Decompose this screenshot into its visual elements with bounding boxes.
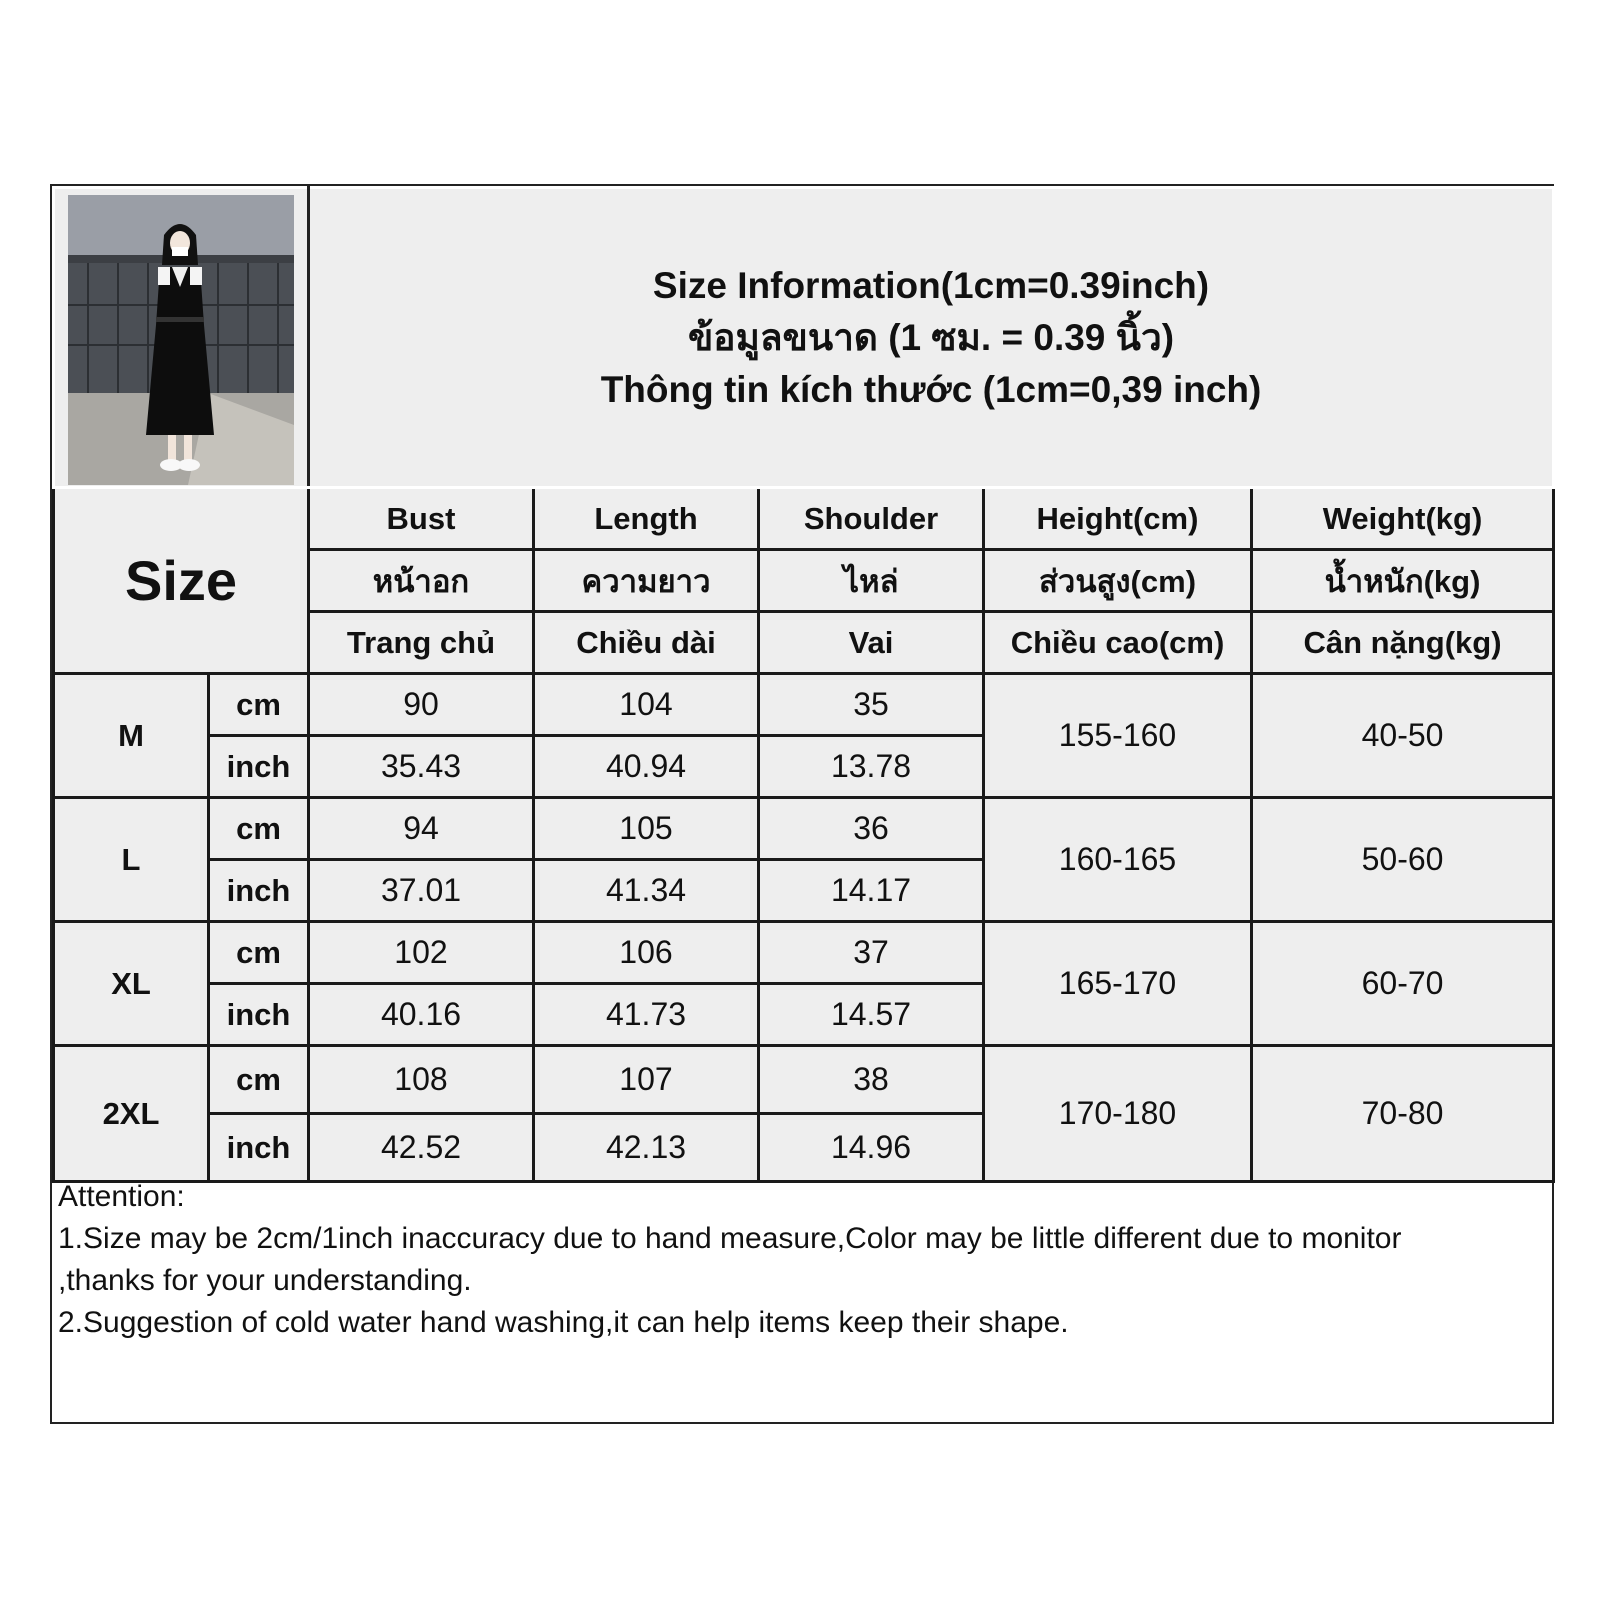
m-bust-cm: 90 [309, 674, 534, 736]
2xl-bust-cm: 108 [309, 1046, 534, 1114]
size-l: L [54, 798, 209, 922]
col-length-vi: Chiều dài [534, 612, 759, 674]
col-bust-en: Bust [309, 488, 534, 550]
l-length-cm: 105 [534, 798, 759, 860]
attention-heading: Attention: [58, 1180, 185, 1213]
size-table [52, 186, 1555, 1183]
unit-inch: inch [209, 860, 309, 922]
m-weight: 40-50 [1252, 674, 1554, 798]
2xl-bust-inch: 42.52 [309, 1114, 534, 1182]
unit-inch: inch [209, 984, 309, 1046]
m-length-inch: 40.94 [534, 736, 759, 798]
m-length-cm: 104 [534, 674, 759, 736]
col-weight-th: น้ำหนัก(kg) [1252, 550, 1554, 612]
col-bust-th: หน้าอก [309, 550, 534, 612]
unit-cm: cm [209, 798, 309, 860]
col-height-th: ส่วนสูง(cm) [984, 550, 1252, 612]
attention-notes [58, 1176, 1538, 1344]
size-2xl: 2XL [54, 1046, 209, 1182]
l-bust-inch: 37.01 [309, 860, 534, 922]
unit-inch: inch [209, 736, 309, 798]
attention-line-2: 2.Suggestion of cold water hand washing,it can help items keep their shape. [58, 1306, 1069, 1339]
size-chart-sheet [50, 184, 1554, 1424]
2xl-length-cm: 107 [534, 1046, 759, 1114]
col-height-vi: Chiều cao(cm) [984, 612, 1252, 674]
title-thai: ข้อมูลขนาด (1 ซม. = 0.39 นิ้ว) [687, 316, 1175, 358]
l-bust-cm: 94 [309, 798, 534, 860]
size-m: M [54, 674, 209, 798]
unit-cm: cm [209, 674, 309, 736]
col-weight-en: Weight(kg) [1252, 488, 1554, 550]
xl-bust-cm: 102 [309, 922, 534, 984]
col-height-en: Height(cm) [984, 488, 1252, 550]
size-xl: XL [54, 922, 209, 1046]
col-shoulder-th: ไหล่ [759, 550, 984, 612]
xl-length-cm: 106 [534, 922, 759, 984]
col-shoulder-en: Shoulder [759, 488, 984, 550]
m-height: 155-160 [984, 674, 1252, 798]
size-info-title-cell [309, 188, 1554, 488]
l-shoulder-cm: 36 [759, 798, 984, 860]
m-shoulder-cm: 35 [759, 674, 984, 736]
col-length-en: Length [534, 488, 759, 550]
2xl-shoulder-inch: 14.96 [759, 1114, 984, 1182]
xl-weight: 60-70 [1252, 922, 1554, 1046]
xl-shoulder-inch: 14.57 [759, 984, 984, 1046]
unit-cm: cm [209, 1046, 309, 1114]
xl-height: 165-170 [984, 922, 1252, 1046]
2xl-length-inch: 42.13 [534, 1114, 759, 1182]
l-height: 160-165 [984, 798, 1252, 922]
title-english: Size Information(1cm=0.39inch) [652, 264, 1210, 306]
l-weight: 50-60 [1252, 798, 1554, 922]
size-label: Size [54, 488, 309, 674]
m-shoulder-inch: 13.78 [759, 736, 984, 798]
2xl-height: 170-180 [984, 1046, 1252, 1182]
col-shoulder-vi: Vai [759, 612, 984, 674]
attention-line-1: 1.Size may be 2cm/1inch inaccuracy due to hand measure,Color may be little different due to monitor [58, 1222, 1402, 1255]
unit-cm: cm [209, 922, 309, 984]
2xl-shoulder-cm: 38 [759, 1046, 984, 1114]
xl-length-inch: 41.73 [534, 984, 759, 1046]
attention-line-1b: ,thanks for your understanding. [58, 1264, 472, 1297]
l-length-inch: 41.34 [534, 860, 759, 922]
title-vietnamese: Thông tin kích thước (1cm=0,39 inch) [600, 368, 1262, 410]
unit-inch: inch [209, 1114, 309, 1182]
l-shoulder-inch: 14.17 [759, 860, 984, 922]
product-photo-cell [54, 188, 309, 488]
col-weight-vi: Cân nặng(kg) [1252, 612, 1554, 674]
xl-bust-inch: 40.16 [309, 984, 534, 1046]
xl-shoulder-cm: 37 [759, 922, 984, 984]
2xl-weight: 70-80 [1252, 1046, 1554, 1182]
model-photo-icon [68, 195, 294, 485]
col-bust-vi: Trang chủ [309, 612, 534, 674]
col-length-th: ความยาว [534, 550, 759, 612]
m-bust-inch: 35.43 [309, 736, 534, 798]
